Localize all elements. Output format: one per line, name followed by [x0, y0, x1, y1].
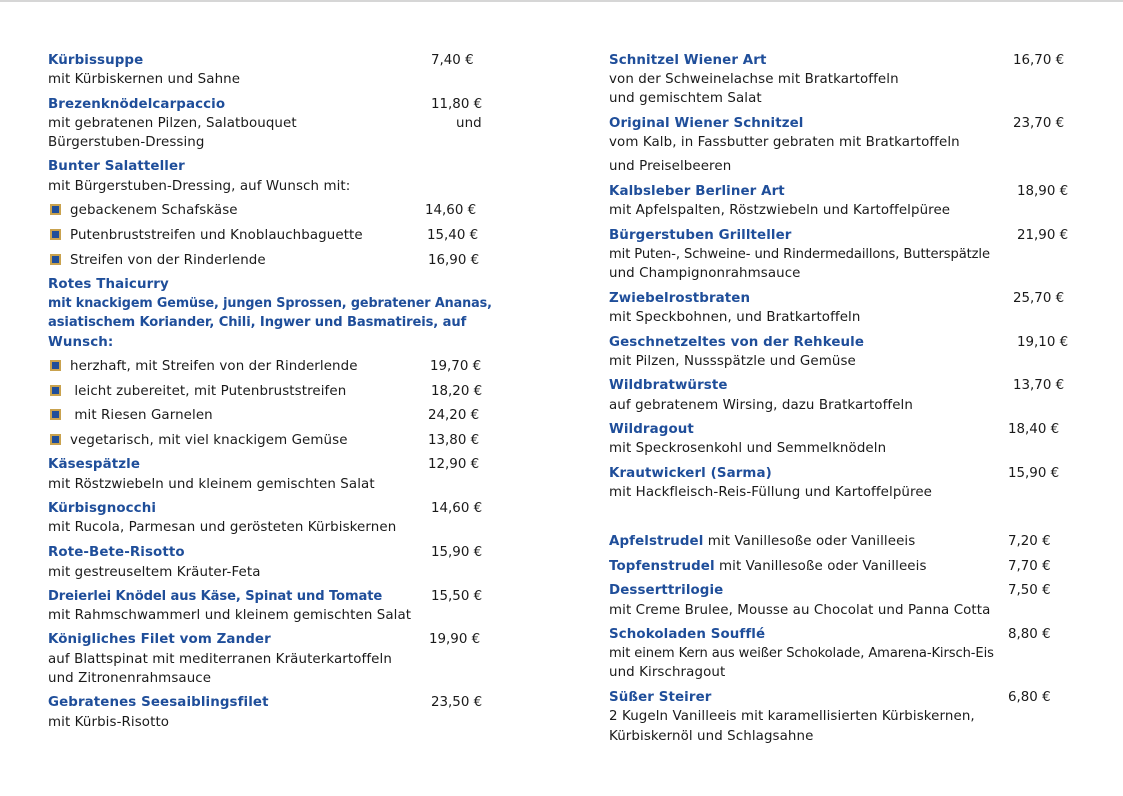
option-label: gebackenem Schafskäse: [70, 203, 238, 218]
item-description: mit knackigem Gemüse, jungen Sprossen, gebratener Ananas,: [48, 296, 492, 311]
item-description: mit Rucola, Parmesan und gerösteten Kürbiskernen: [48, 520, 397, 535]
item-title: Königliches Filet vom Zander: [48, 632, 271, 647]
item-description: mit Kürbiskernen und Sahne: [48, 72, 241, 87]
item-title: Schnitzel Wiener Art: [609, 53, 767, 68]
option-price: 19,70 €: [430, 359, 482, 374]
square-bullet-icon: [50, 204, 61, 215]
item-price: 13,70 €: [1013, 378, 1065, 393]
item-description: und Preiselbeeren: [609, 159, 732, 174]
item-price: 19,10 €: [1017, 335, 1069, 350]
item-title: Krautwickerl (Sarma): [609, 466, 772, 481]
item-description: mit Vanillesoße oder Vanilleeis: [703, 534, 916, 549]
item-description: Kürbiskernöl und Schlagsahne: [609, 729, 814, 744]
item-description: mit Hackfleisch-Reis-Füllung und Kartoffelpüree: [609, 485, 933, 500]
square-bullet-icon: [50, 360, 61, 371]
option-label: vegetarisch, mit viel knackigem Gemüse: [70, 433, 348, 448]
item-description: und Kirschragout: [609, 665, 726, 680]
item-price: 23,50 €: [431, 695, 483, 710]
item-description: asiatischem Koriander, Chili, Ingwer und Basmatireis, auf: [48, 315, 467, 330]
item-title: Desserttrilogie: [609, 583, 724, 598]
item-title: Käsespätzle: [48, 457, 141, 472]
item-price: 16,70 €: [1013, 53, 1065, 68]
option-price: 15,40 €: [427, 228, 479, 243]
option-label: Putenbruststreifen und Knoblauchbaguette: [70, 228, 363, 243]
item-description: 2 Kugeln Vanilleeis mit karamellisierten Kürbiskernen,: [609, 709, 975, 724]
item-title: Rotes Thaicurry: [48, 277, 169, 292]
item-description: mit gebratenen Pilzen, Salatbouquet: [48, 116, 297, 131]
item-description-tail: und: [456, 116, 482, 131]
item-title: Rote-Bete-Risotto: [48, 545, 185, 560]
item-price: 11,80 €: [431, 97, 483, 112]
item-price: 19,90 €: [429, 632, 481, 647]
item-title: Apfelstrudel: [609, 534, 704, 549]
item-description: von der Schweinelachse mit Bratkartoffeln: [609, 72, 899, 87]
item-price: 15,90 €: [431, 545, 483, 560]
item-title: Zwiebelrostbraten: [609, 291, 751, 306]
square-bullet-icon: [50, 385, 61, 396]
item-line: [609, 533, 915, 551]
item-description: und Zitronenrahmsauce: [48, 671, 212, 686]
item-description: mit einem Kern aus weißer Schokolade, Amarena-Kirsch-Eis: [609, 646, 994, 661]
option-price: 14,60 €: [425, 203, 477, 218]
item-title: Bunter Salatteller: [48, 159, 185, 174]
option-label: Streifen von der Rinderlende: [70, 253, 266, 268]
item-title: Kürbissuppe: [48, 53, 144, 68]
item-description: mit Apfelspalten, Röstzwiebeln und Kartoffelpüree: [609, 203, 951, 218]
item-price: 7,70 €: [1008, 559, 1051, 574]
option-label: herzhaft, mit Streifen von der Rinderlende: [70, 359, 358, 374]
option-price: 16,90 €: [428, 253, 480, 268]
item-description: auf gebratenem Wirsing, dazu Bratkartoffeln: [609, 398, 913, 413]
item-title: Bürgerstuben Grillteller: [609, 228, 792, 243]
item-price: 6,80 €: [1008, 690, 1051, 705]
item-description: und Champignonrahmsauce: [609, 266, 801, 281]
item-line: [609, 558, 927, 576]
option-price: 13,80 €: [428, 433, 480, 448]
item-title: Kürbisgnocchi: [48, 501, 157, 516]
item-title: Wildbratwürste: [609, 378, 728, 393]
item-price: 23,70 €: [1013, 116, 1065, 131]
top-border: [0, 0, 1123, 2]
item-description: und gemischtem Salat: [609, 91, 762, 106]
item-description: mit Creme Brulee, Mousse au Chocolat und Panna Cotta: [609, 603, 991, 618]
item-price: 7,40 €: [431, 53, 474, 68]
item-title: Schokoladen Soufflé: [609, 627, 766, 642]
item-description: mit Speckrosenkohl und Semmelknödeln: [609, 441, 887, 456]
item-description: mit Speckbohnen, und Bratkartoffeln: [609, 310, 861, 325]
item-price: 18,90 €: [1017, 184, 1069, 199]
item-description: mit Puten-, Schweine- und Rindermedaillons, Butterspätzle: [609, 247, 990, 262]
item-price: 15,50 €: [431, 589, 483, 604]
item-title: Topfenstrudel: [609, 559, 715, 574]
item-price: 18,40 €: [1008, 422, 1060, 437]
item-price: 14,60 €: [431, 501, 483, 516]
square-bullet-icon: [50, 229, 61, 240]
item-price: 8,80 €: [1008, 627, 1051, 642]
item-price: 25,70 €: [1013, 291, 1065, 306]
item-title: Dreierlei Knödel aus Käse, Spinat und Tomate: [48, 589, 383, 604]
option-label: leicht zubereitet, mit Putenbruststreifen: [70, 384, 347, 399]
item-description: mit Pilzen, Nussspätzle und Gemüse: [609, 354, 856, 369]
item-title: Original Wiener Schnitzel: [609, 116, 804, 131]
item-description: mit Bürgerstuben-Dressing, auf Wunsch mit:: [48, 179, 351, 194]
item-description: mit Rahmschwammerl und kleinem gemischten Salat: [48, 608, 412, 623]
item-description: vom Kalb, in Fassbutter gebraten mit Bratkartoffeln: [609, 135, 960, 150]
square-bullet-icon: [50, 434, 61, 445]
option-label: mit Riesen Garnelen: [70, 408, 213, 423]
item-title: Brezenknödelcarpaccio: [48, 97, 226, 112]
item-description: mit gestreuseltem Kräuter-Feta: [48, 565, 261, 580]
item-title: Wildragout: [609, 422, 694, 437]
item-description: mit Vanillesoße oder Vanilleeis: [714, 559, 927, 574]
item-description: mit Röstzwiebeln und kleinem gemischten Salat: [48, 477, 375, 492]
item-price: 21,90 €: [1017, 228, 1069, 243]
item-title: Gebratenes Seesaiblingsfilet: [48, 695, 269, 710]
option-price: 24,20 €: [428, 408, 480, 423]
item-price: 15,90 €: [1008, 466, 1060, 481]
item-title: Kalbsleber Berliner Art: [609, 184, 785, 199]
item-description: Wunsch:: [48, 335, 114, 350]
item-title: Geschnetzeltes von der Rehkeule: [609, 335, 865, 350]
item-description: mit Kürbis-Risotto: [48, 715, 170, 730]
item-price: 12,90 €: [428, 457, 480, 472]
item-description: Bürgerstuben-Dressing: [48, 135, 205, 150]
option-price: 18,20 €: [431, 384, 483, 399]
square-bullet-icon: [50, 254, 61, 265]
item-price: 7,50 €: [1008, 583, 1051, 598]
item-title: Süßer Steirer: [609, 690, 712, 705]
item-price: 7,20 €: [1008, 534, 1051, 549]
item-description: auf Blattspinat mit mediterranen Kräuterkartoffeln: [48, 652, 392, 667]
square-bullet-icon: [50, 409, 61, 420]
